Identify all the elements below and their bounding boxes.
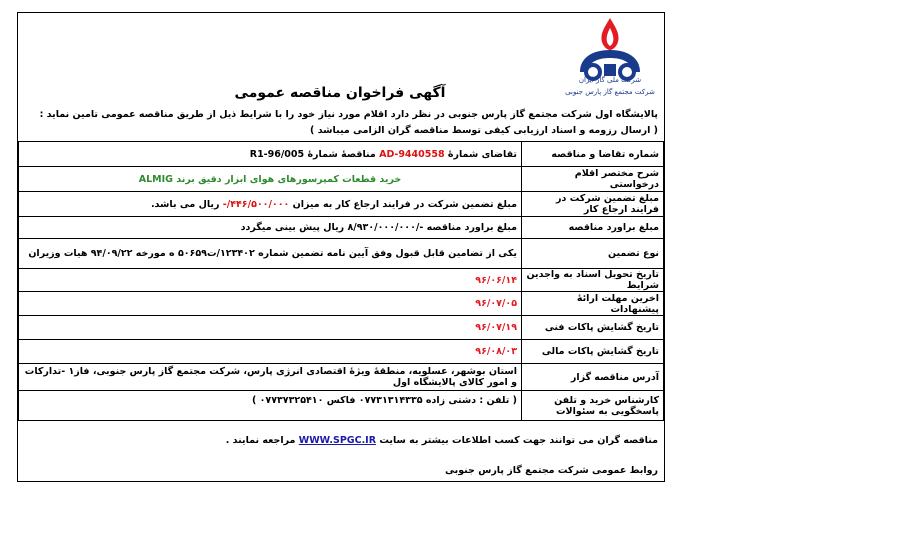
tender-number: R1-96/005 (249, 148, 305, 160)
guarantee-suffix: ریال می باشد. (150, 198, 220, 210)
row-label: تاریخ گشایش پاکات مالی (522, 340, 664, 364)
row-label: تاریخ تحویل اسناد به واجدین شرایط (522, 269, 664, 292)
row-label: مبلغ براورد مناقصه (522, 217, 664, 239)
table-row (19, 192, 664, 217)
footer-suffix: مراجعه نمایند . (225, 435, 296, 446)
table-row (19, 391, 664, 421)
row-label: آدرس مناقصه گزار (522, 364, 664, 391)
row-label: تاریخ گشایش پاکات فنی (522, 316, 664, 340)
logo-caption-subsidiary: شرکت مجتمع گاز پارس جنوبی (565, 88, 655, 96)
guarantee-type-value: یکی از تضامین قابل قبول وفق آیین نامه تضمین شماره ۱۲۳۴۰۲/ت۵۰۶۵۹ ه مورخه ۹۴/۰۹/۲۲ هیات وزیران (19, 239, 522, 269)
tender-details-table (18, 141, 664, 421)
tender-prefix: مناقصهٔ شمارهٔ (307, 148, 376, 160)
intro-note: ( ارسال رزومه و اسناد ارزیابی کیفی توسط مناقصه گران الزامی میباشد ) (310, 125, 658, 136)
footer-info (18, 435, 658, 446)
table-row (19, 292, 664, 316)
row-label: شرح مختصر اقلام درخواستی (522, 167, 664, 192)
table-row (19, 217, 664, 239)
page-title: آگهی فراخوان مناقصه عمومی (234, 85, 446, 101)
request-prefix: تقاضای شمارهٔ (447, 148, 517, 160)
row-label: اخرین مهلت ارائهٔ پیشنهادات (522, 292, 664, 316)
table-row (19, 340, 664, 364)
table-row (19, 167, 664, 192)
footer-signature: روابط عمومی شرکت مجتمع گاز پارس جنوبی (445, 465, 658, 476)
table-row (19, 316, 664, 340)
row-label: مبلغ تضمین شرکت در فرایند ارجاع کار (522, 192, 664, 217)
row-value (19, 192, 522, 217)
row-value (19, 142, 522, 167)
date-value: ۹۶/۰۷/۱۹ (19, 316, 522, 340)
row-label: کارشناس خرید و تلفن پاسخگویی به سئوالات (522, 391, 664, 421)
table-row (19, 364, 664, 391)
date-value: ۹۶/۰۸/۰۳ (19, 340, 522, 364)
table-row (19, 142, 664, 167)
contact-value: ( تلفن : دشتی زاده ۰۷۷۳۱۳۱۴۳۳۵ فاکس ۰۷۷۳۷۳۲۵۴۱۰ ) (19, 391, 522, 421)
website-link[interactable]: WWW.SPGC.IR (298, 435, 377, 446)
item-description: خرید قطعات کمپرسورهای هوای ابزار دقیق برند ALMIG (19, 167, 522, 192)
table-row (19, 269, 664, 292)
guarantee-prefix: مبلغ تضمین شرکت در فرایند ارجاع کار به میزان (292, 198, 517, 210)
guarantee-amount: ۴۴۶/۵۰۰/۰۰۰/- (222, 198, 290, 210)
table-row (19, 239, 664, 269)
intro-text: پالایشگاه اول شرکت مجتمع گاز پارس جنوبی در نظر دارد اقلام مورد نیاز خود را با شرایط ذیل از طریق مناقصه عمومی تامین نماید : (39, 109, 658, 120)
row-label: نوع تضمین (522, 239, 664, 269)
date-value: ۹۶/۰۷/۰۵ (19, 292, 522, 316)
date-value: ۹۶/۰۶/۱۴ (19, 269, 522, 292)
logo-caption-company: شرکت ملی گاز ایران (578, 76, 642, 84)
estimate-value: مبلغ براورد مناقصه -/۸/۹۳۰/۰۰۰/۰۰۰ ریال پیش بینی میگردد (19, 217, 522, 239)
footer-prefix: مناقصه گران می توانند جهت کسب اطلاعات بیشتر به سایت (379, 435, 658, 446)
request-number: 9440558-AD (379, 148, 445, 160)
row-label: شماره تقاضا و مناقصه (522, 142, 664, 167)
address-value: استان بوشهر، عسلویه، منطقهٔ ویژهٔ اقتصادی انرژی پارس، شرکت مجتمع گاز پارس جنوبی، فاز۱ -تدارکات و امور کالای پالایشگاه اول (19, 364, 522, 391)
